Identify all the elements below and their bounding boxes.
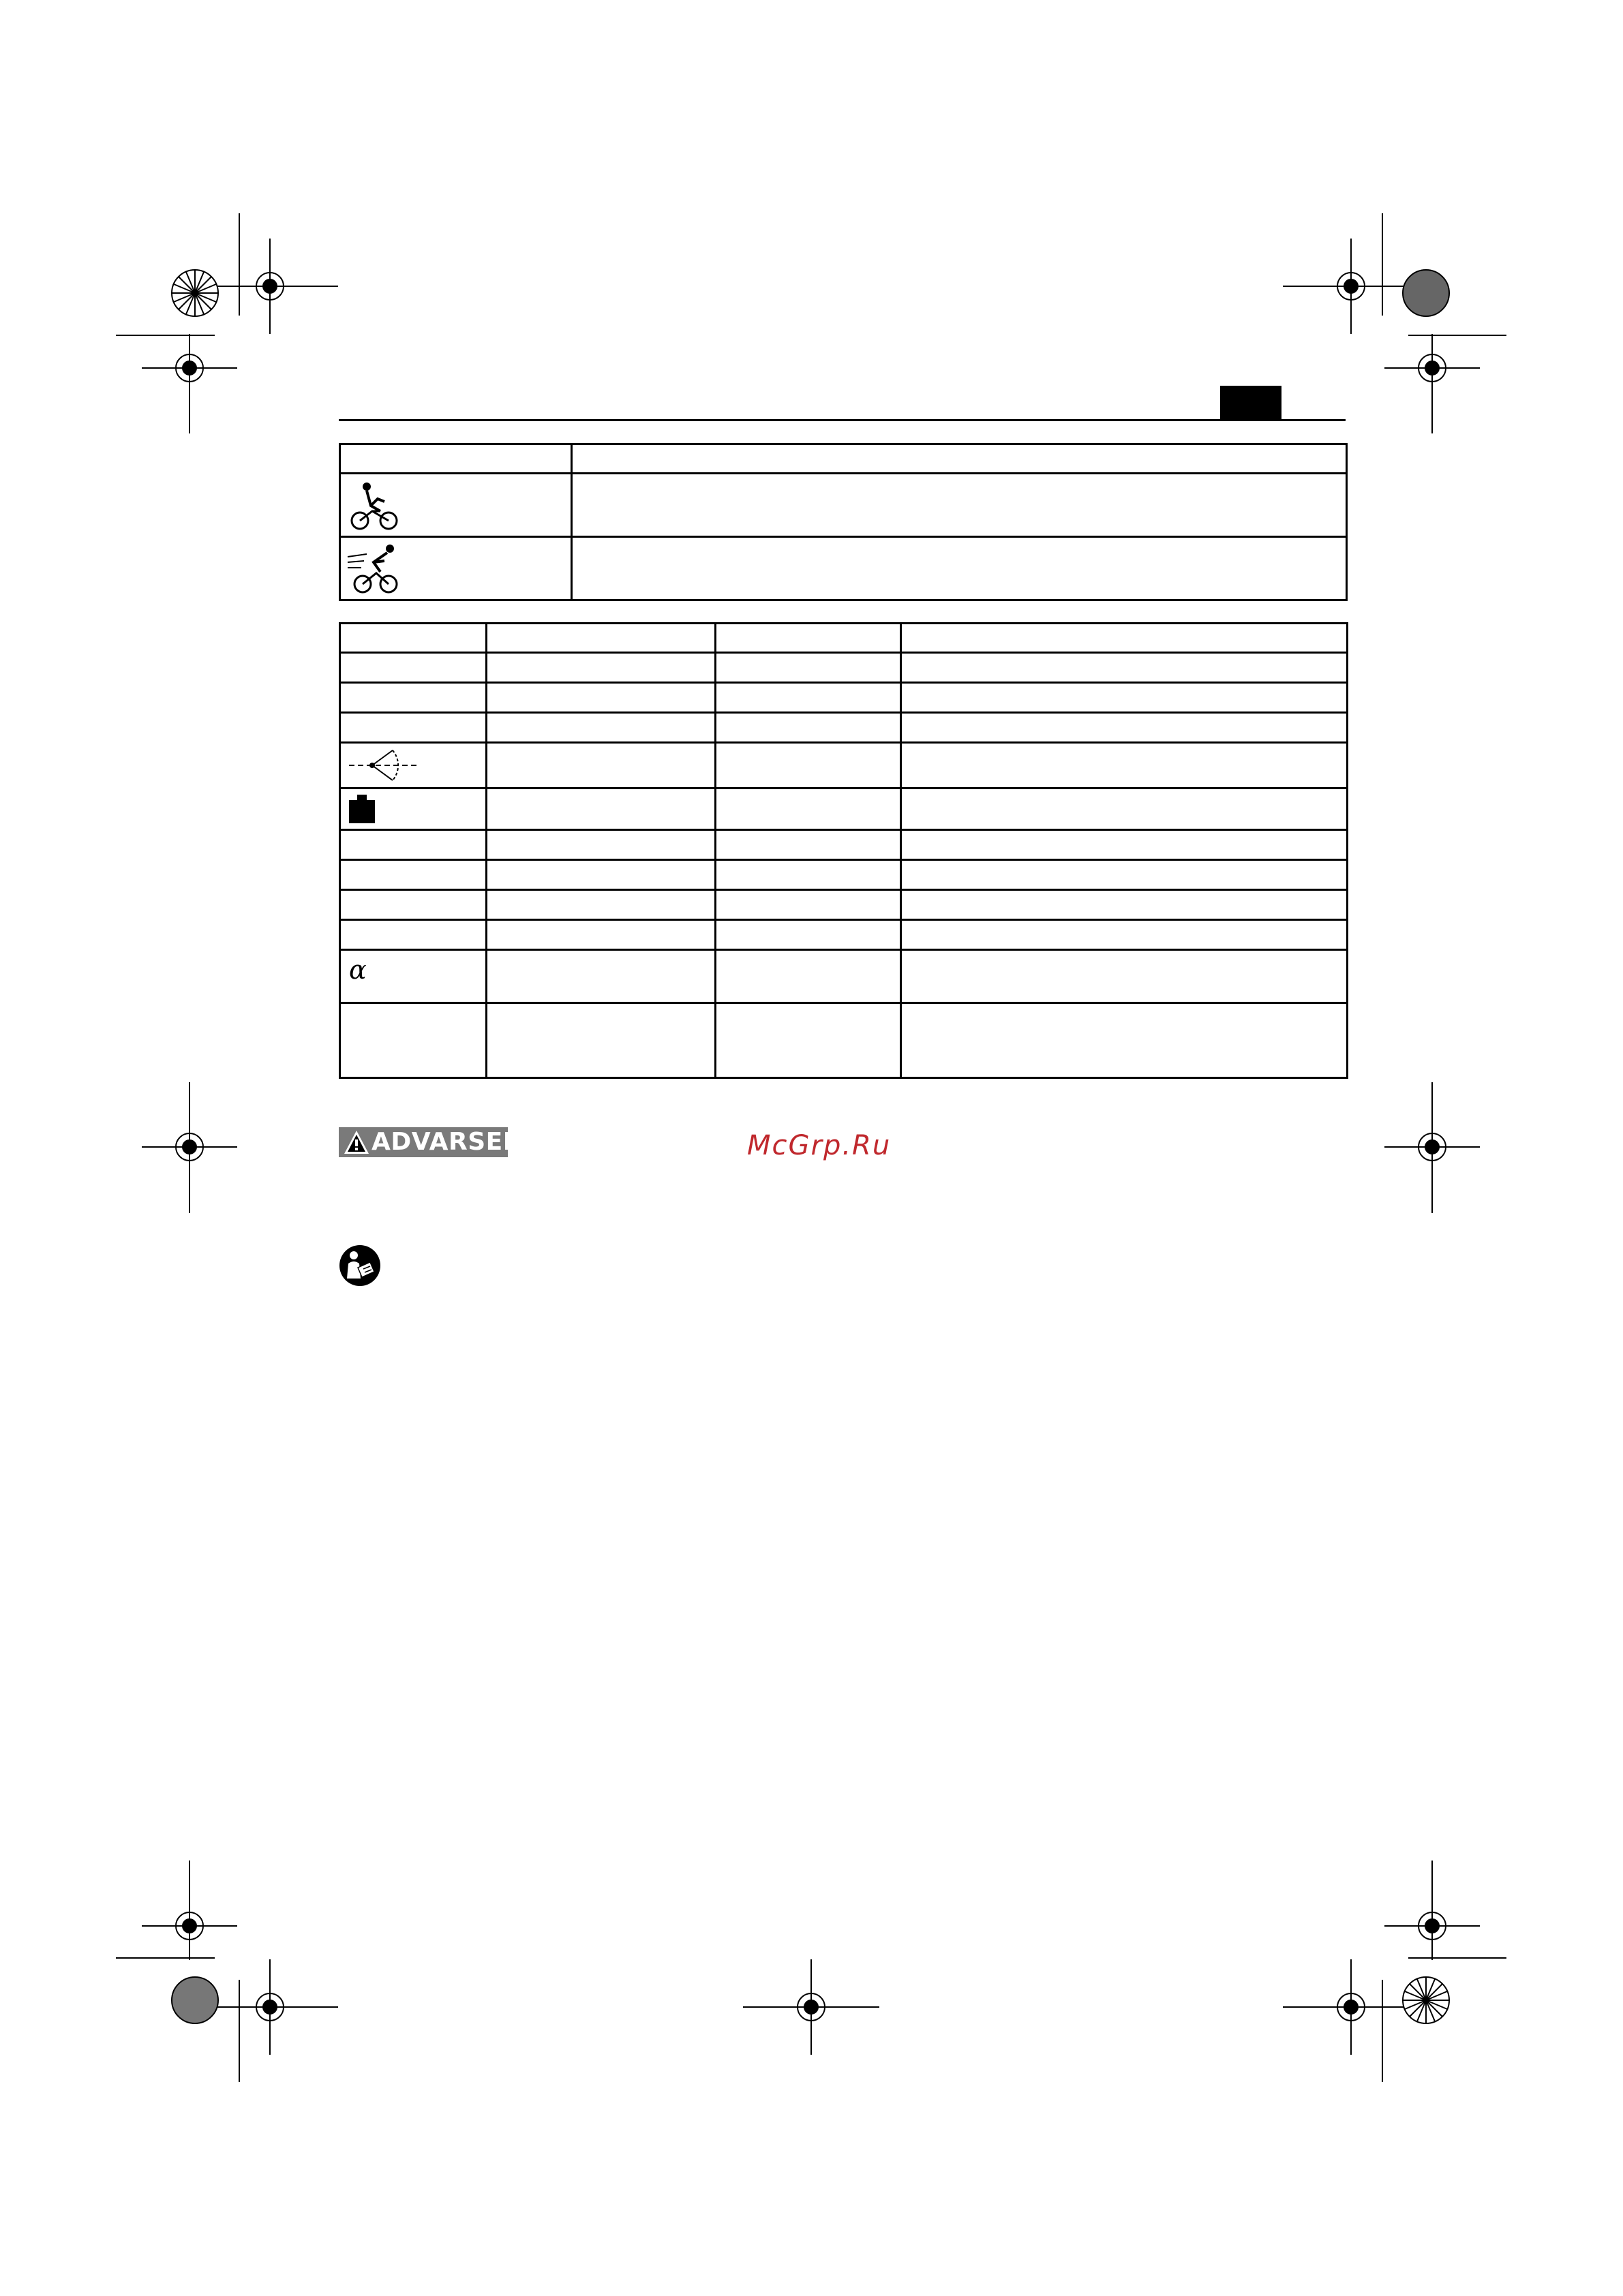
warning-triangle-icon [343, 1129, 370, 1156]
specification-table [339, 622, 1348, 1079]
table-row [340, 743, 1348, 789]
language-tab [1220, 386, 1281, 420]
table-row [340, 789, 1348, 830]
table-row [340, 830, 1348, 860]
cyclist-icon [346, 478, 401, 533]
table-row [340, 713, 1348, 743]
angle-diagram-icon [348, 745, 423, 784]
warning-label [339, 1127, 519, 1157]
header-rule [339, 419, 1346, 421]
fast-cyclist-icon [346, 542, 401, 596]
riding-mode-table [339, 443, 1348, 601]
watermark: McGrp.Ru [747, 1130, 892, 1161]
read-manual-icon [339, 1244, 381, 1287]
table-row [340, 624, 1348, 653]
alpha-symbol: α [340, 950, 487, 1003]
table-row [340, 920, 1348, 950]
table-row [340, 950, 1348, 1003]
warning-text: ADVARSEL [371, 1128, 519, 1156]
table-row [340, 683, 1348, 713]
table-row [340, 653, 1348, 683]
table-row [340, 860, 1348, 890]
table-row [340, 1003, 1348, 1078]
weight-icon [348, 792, 378, 826]
table-row [340, 890, 1348, 920]
table-row [340, 474, 1347, 537]
table-row [340, 537, 1347, 600]
table-row [340, 444, 1347, 474]
